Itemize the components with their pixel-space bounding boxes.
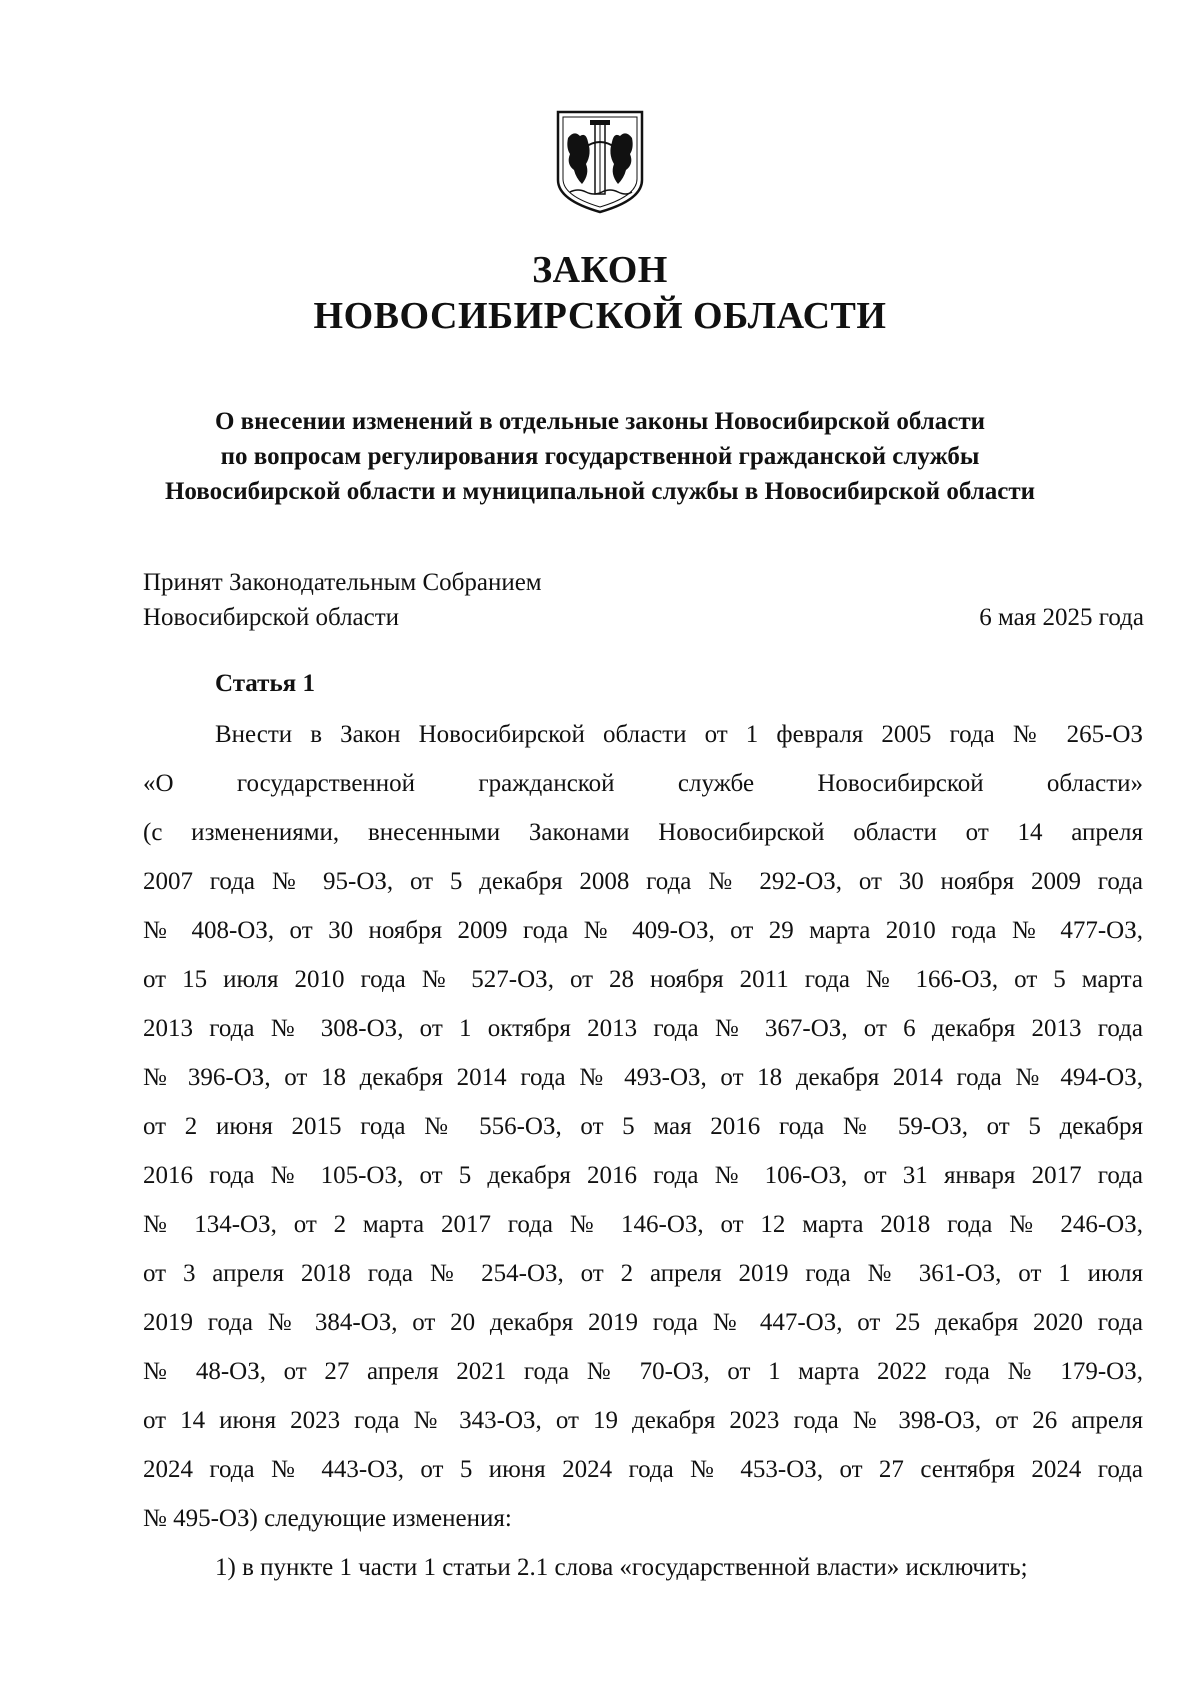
body-line: № 408-ОЗ, от 30 ноября 2009 года № 409-ОЗ, от 29 марта 2010 года № 477-ОЗ, [143, 917, 1143, 944]
body-line: от 3 апреля 2018 года № 254-ОЗ, от 2 апреля 2019 года № 361-ОЗ, от 1 июля [143, 1260, 1143, 1287]
body-line: от 14 июня 2023 года № 343-ОЗ, от 19 декабря 2023 года № 398-ОЗ, от 26 апреля [143, 1407, 1143, 1434]
law-subject [150, 404, 1050, 509]
body-line: от 15 июля 2010 года № 527-ОЗ, от 28 ноября 2011 года № 166-ОЗ, от 5 марта [143, 966, 1143, 993]
body-line: от 2 июня 2015 года № 556-ОЗ, от 5 мая 2016 года № 59-ОЗ, от 5 декабря [143, 1113, 1143, 1140]
article-heading: Статья 1 [215, 670, 315, 697]
body-line: 2024 года № 443-ОЗ, от 5 июня 2024 года № 453-ОЗ, от 27 сентября 2024 года [143, 1456, 1143, 1483]
coat-of-arms-icon [552, 108, 648, 216]
law-subject-line: по вопросам регулирования государственной гражданской службы [220, 443, 980, 470]
adopted-by-line: Новосибирской области [143, 604, 400, 631]
adoption-date: 6 мая 2025 года [979, 604, 1144, 631]
adopted-by-line: Принят Законодательным Собранием [143, 569, 542, 596]
body-line: № 396-ОЗ, от 18 декабря 2014 года № 493-ОЗ, от 18 декабря 2014 года № 494-ОЗ, [143, 1064, 1143, 1091]
body-line: 2007 года № 95-ОЗ, от 5 декабря 2008 года № 292-ОЗ, от 30 ноября 2009 года [143, 868, 1143, 895]
law-subject-line: О внесении изменений в отдельные законы Новосибирской области [214, 408, 986, 435]
adopted-by [143, 565, 542, 635]
body-line: Внести в Закон Новосибирской области от 1 февраля 2005 года № 265-ОЗ [215, 721, 1143, 748]
body-line: № 134-ОЗ, от 2 марта 2017 года № 146-ОЗ, от 12 марта 2018 года № 246-ОЗ, [143, 1211, 1143, 1238]
body-line: (с изменениями, внесенными Законами Новосибирской области от 14 апреля [143, 819, 1143, 846]
document-title-region: НОВОСИБИРСКОЙ ОБЛАСТИ [313, 295, 887, 337]
body-line: 1) в пункте 1 части 1 статьи 2.1 слова «государственной власти» исключить; [215, 1554, 1028, 1581]
article-body [143, 710, 1143, 1592]
body-line: «О государственной гражданской службе Новосибирской области» [143, 770, 1143, 797]
law-subject-line: Новосибирской области и муниципальной службы в Новосибирской области [164, 478, 1036, 505]
body-line: 2016 года № 105-ОЗ, от 5 декабря 2016 года № 106-ОЗ, от 31 января 2017 года [143, 1162, 1143, 1189]
document-title: ЗАКОН [532, 249, 668, 291]
body-line: № 495-ОЗ) следующие изменения: [143, 1505, 512, 1532]
body-line: № 48-ОЗ, от 27 апреля 2021 года № 70-ОЗ, от 1 марта 2022 года № 179-ОЗ, [143, 1358, 1143, 1385]
body-line: 2019 года № 384-ОЗ, от 20 декабря 2019 года № 447-ОЗ, от 25 декабря 2020 года [143, 1309, 1143, 1336]
body-line: 2013 года № 308-ОЗ, от 1 октября 2013 года № 367-ОЗ, от 6 декабря 2013 года [143, 1015, 1143, 1042]
